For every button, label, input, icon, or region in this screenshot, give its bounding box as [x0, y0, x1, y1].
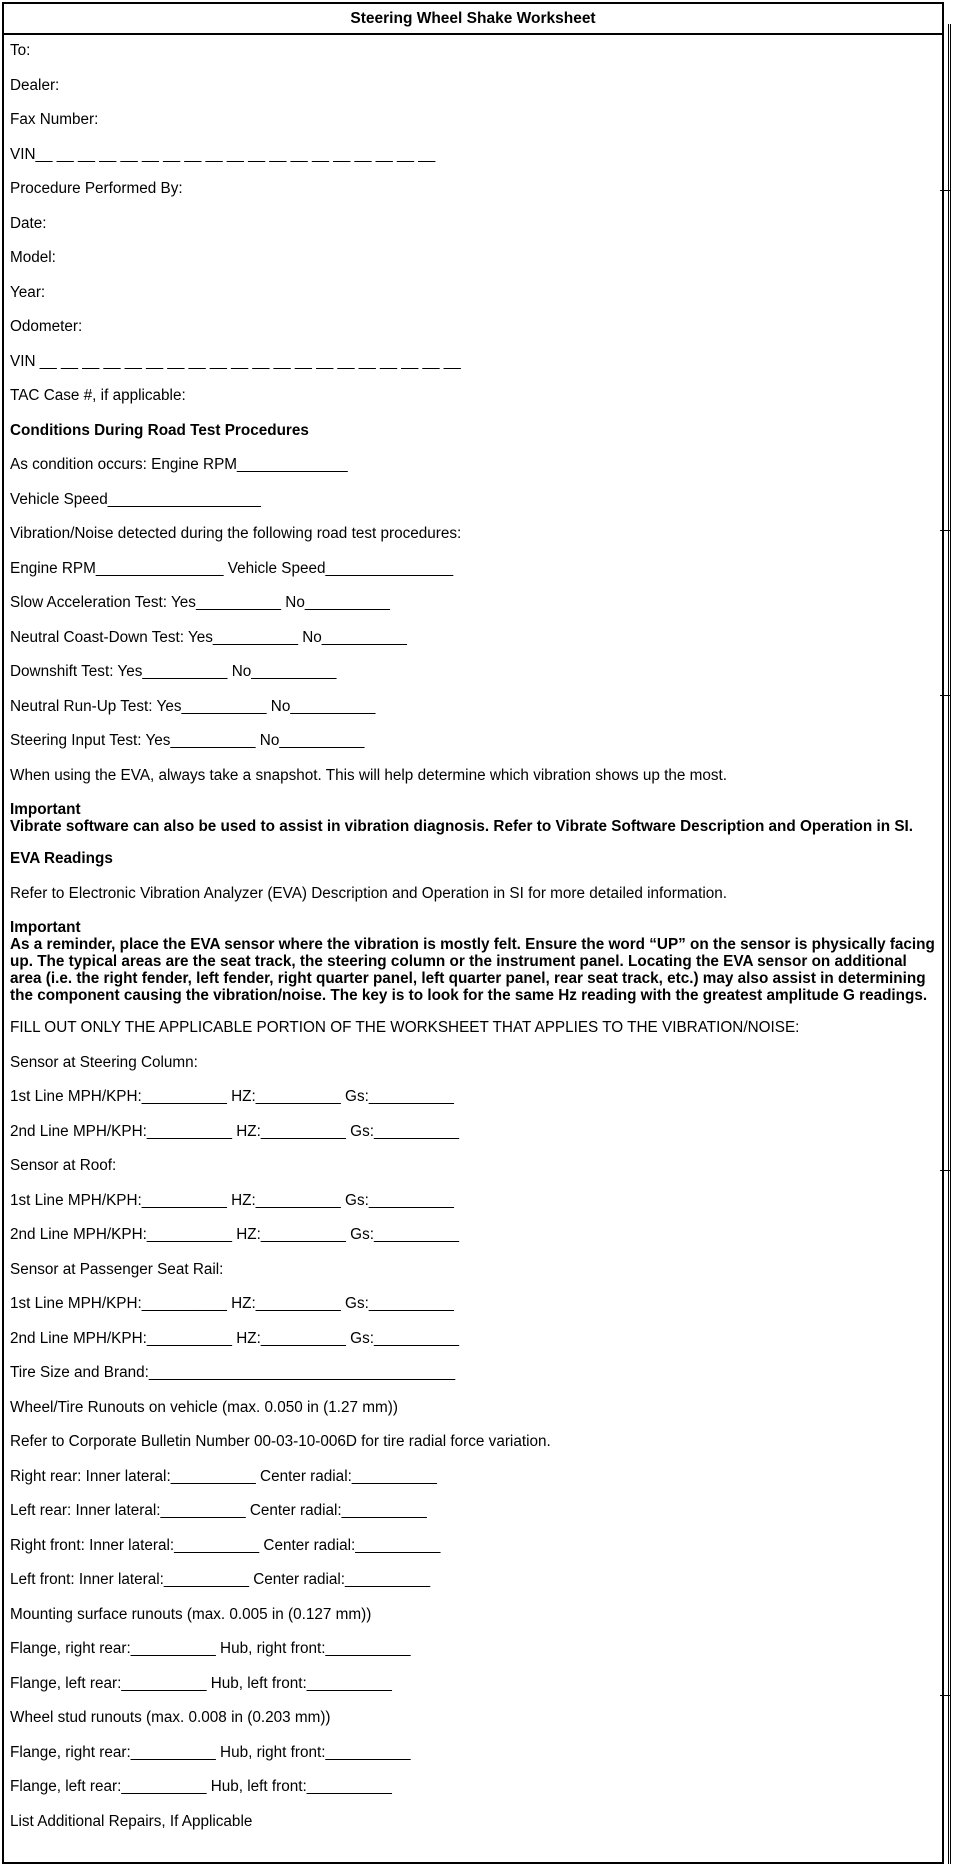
roof-2nd-line: 2nd Line MPH/KPH:__________ HZ:__________ Gs:__________ — [10, 1226, 460, 1243]
steering-column-1st-line: 1st Line MPH/KPH:__________ HZ:__________ Gs:__________ — [10, 1088, 454, 1105]
field-vin-2: VIN __ __ __ __ __ __ __ __ __ __ __ __ __ __ __ __ __ __ __ __ — [10, 352, 461, 370]
left-rear-runout: Left rear: Inner lateral:__________ Center radial:__________ — [10, 1502, 427, 1519]
field-fax-number: Fax Number: — [10, 111, 99, 128]
mounting-flange-right-rear: Flange, right rear:__________ Hub, right front:__________ — [10, 1640, 411, 1657]
right-front-runout: Right front: Inner lateral:__________ Center radial:__________ — [10, 1536, 441, 1554]
sensor-passenger-seat-rail: Sensor at Passenger Seat Rail: — [10, 1260, 224, 1278]
tire-size-brand: Tire Size and Brand:____________________________________ — [10, 1364, 456, 1381]
steering-column-2nd-line: 2nd Line MPH/KPH:__________ HZ:__________ Gs:__________ — [10, 1122, 460, 1140]
stud-flange-left-rear: Flange, left rear:__________ Hub, left front:__________ — [10, 1778, 392, 1795]
field-vin: VIN__ __ __ __ __ __ __ __ __ __ __ __ __ __ __ __ __ __ __ — [10, 145, 436, 163]
eva-snapshot-note: When using the EVA, always take a snapshot. This will help determine which vibration shows up the most. — [10, 766, 728, 784]
road-test-vehicle-speed: Vehicle Speed__________________ — [10, 490, 261, 508]
mounting-flange-left-rear: Flange, left rear:__________ Hub, left front:__________ — [10, 1674, 392, 1692]
road-test-heading: Conditions During Road Test Procedures — [10, 421, 309, 439]
important-text-2: As a reminder, place the EVA sensor where the vibration is mostly felt. Ensure the word “UP” on the sensor is physically facing up. The typical areas are the seat track, the steering column or the instrument panel. Locating the EVA sensor on additional area (i.e. the right fender, left fender, right quarter panel, left quarter panel, rear seat track, etc.) may also assist in determining the component causing the vibration/noise. The key is to look for the same Hz reading with the greatest amplitude G readings. — [10, 936, 935, 1004]
edge-tick — [940, 1170, 951, 1171]
important-text-1: Vibrate software can also be used to assist in vibration diagnosis. Refer to Vibrate Software Description and Operation in SI. — [10, 818, 914, 835]
eva-readings-heading: EVA Readings — [10, 850, 113, 867]
road-test-engine-rpm: As condition occurs: Engine RPM_____________ — [10, 456, 348, 473]
right-edge-rule — [948, 24, 951, 1864]
right-rear-runout: Right rear: Inner lateral:__________ Center radial:__________ — [10, 1467, 437, 1485]
edge-tick — [940, 190, 951, 191]
field-to: To: — [10, 42, 31, 59]
fill-out-instruction: FILL OUT ONLY THE APPLICABLE PORTION OF THE WORKSHEET THAT APPLIES TO THE VIBRATION/NOISE: — [10, 1019, 800, 1036]
edge-tick — [940, 1695, 951, 1696]
neutral-coast-down-test: Neutral Coast-Down Test: Yes__________ No__________ — [10, 628, 407, 646]
edge-tick — [940, 530, 951, 531]
seat-rail-2nd-line: 2nd Line MPH/KPH:__________ HZ:__________ Gs:__________ — [10, 1329, 460, 1347]
field-date: Date: — [10, 214, 47, 232]
field-odometer: Odometer: — [10, 318, 83, 335]
worksheet-body — [4, 35, 942, 1840]
neutral-run-up-test: Neutral Run-Up Test: Yes__________ No__________ — [10, 697, 376, 715]
bulletin-reference: Refer to Corporate Bulletin Number 00-03-10-006D for tire radial force variation. — [10, 1433, 551, 1450]
field-procedure-performed-by: Procedure Performed By: — [10, 180, 183, 197]
roof-1st-line: 1st Line MPH/KPH:__________ HZ:__________ Gs:__________ — [10, 1191, 454, 1209]
seat-rail-1st-line: 1st Line MPH/KPH:__________ HZ:__________ Gs:__________ — [10, 1295, 454, 1312]
wheel-stud-runouts: Wheel stud runouts (max. 0.008 in (0.203 mm)) — [10, 1709, 331, 1726]
important-label-2: Important — [10, 919, 81, 936]
field-year: Year: — [10, 283, 46, 301]
wheel-tire-runouts: Wheel/Tire Runouts on vehicle (max. 0.050 in (1.27 mm)) — [10, 1398, 398, 1416]
field-dealer: Dealer: — [10, 76, 60, 94]
slow-acceleration-test: Slow Acceleration Test: Yes__________ No__________ — [10, 594, 390, 611]
field-tac-case: TAC Case #, if applicable: — [10, 387, 186, 404]
mounting-surface-runouts: Mounting surface runouts (max. 0.005 in (0.127 mm)) — [10, 1605, 372, 1623]
worksheet-title: Steering Wheel Shake Worksheet — [4, 4, 942, 35]
important-note-1 — [10, 794, 938, 843]
important-label-1: Important — [10, 801, 81, 818]
eva-reference: Refer to Electronic Vibration Analyzer (EVA) Description and Operation in SI for more detailed information. — [10, 884, 728, 902]
edge-tick — [940, 695, 951, 696]
additional-repairs: List Additional Repairs, If Applicable — [10, 1812, 253, 1830]
field-model: Model: — [10, 249, 56, 266]
road-test-rpm-speed: Engine RPM_______________ Vehicle Speed_______________ — [10, 559, 454, 577]
downshift-test: Downshift Test: Yes__________ No__________ — [10, 663, 337, 680]
steering-input-test: Steering Input Test: Yes__________ No__________ — [10, 732, 365, 749]
left-front-runout: Left front: Inner lateral:__________ Center radial:__________ — [10, 1571, 431, 1588]
sensor-roof: Sensor at Roof: — [10, 1157, 117, 1174]
road-test-detected: Vibration/Noise detected during the following road test procedures: — [10, 525, 462, 542]
worksheet — [2, 2, 944, 1864]
stud-flange-right-rear: Flange, right rear:__________ Hub, right front:__________ — [10, 1743, 411, 1761]
sensor-steering-column: Sensor at Steering Column: — [10, 1053, 198, 1071]
important-note-2 — [10, 912, 938, 1012]
